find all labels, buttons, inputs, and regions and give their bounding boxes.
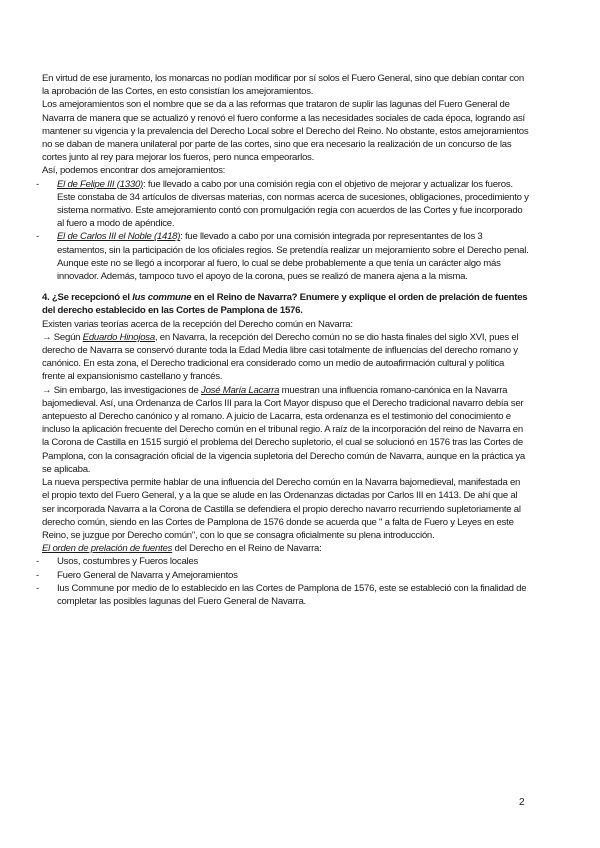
- hinojosa-prefix: → Según: [42, 331, 83, 343]
- orden-list: [36, 555, 529, 608]
- lacarra-prefix: → Sin embargo, las investigaciones de: [42, 384, 202, 396]
- hinojosa-text: , en Navarra, la recepción del Derecho común no se dio hasta finales del siglo XVI, pues el derecho de Navarra se conservó durante toda la Edad Media libre casi totalmente de influencias del derecho romano y canónico. En esta zona, el Derecho tradicional era considerado como un medio de autoafirmación cultural y política frente al expansionismo castellano y francés.: [42, 331, 519, 383]
- question-part1: 4. ¿Se recepcionó el: [42, 292, 133, 304]
- orden-intro: [42, 542, 529, 555]
- list-dash: -: [36, 231, 39, 243]
- lacarra-paragraph: [42, 384, 529, 476]
- carlos-text: : fue llevado a cabo por una comisión integrada por representantes de los 3 estamentos, sin la participación de los oficiales regios. Se pretendía realizar un mejoramiento sobre el Derecho penal. Aunque este no se llegó a incorporar al fuero, lo cual se debe probablemente a que tenía un carácter algo más innovador. Además, tampoco tuvo el apoyo de la corona, pues se realizó de manera ajena a la misma.: [57, 231, 529, 283]
- list-dash: -: [36, 556, 39, 568]
- felipe-text: : fue llevado a cabo por una comisión regia con el objetivo de mejorar y actualizar los fueros. Este constaba de 34 artículos de diversas materias, con normas acerca de sucesiones, obligaciones, procedimiento y sistema normativo. Este amejoramiento contó con promulgación regia con acuerdos de las Cortes y fue incorporado al fuero a modo de apéndice.: [57, 178, 529, 230]
- orden-item-text: Fuero General de Navarra y Amejoramientos: [57, 569, 238, 581]
- list-item: [36, 569, 529, 582]
- perspective-paragraph: La nueva perspectiva permite hablar de una influencia del Derecho común en la Navarra bajomedieval, manifestada en el propio texto del Fuero General, y a la que se alude en las Ordenanzas dictadas por Carlos III en 1413. De ahí que al ser incorporada Navarra a la Corona de Castilla se defendiera el propio derecho navarro recurriendo supletoriamente al derecho común, siendo en las Cortes de Pamplona de 1576 donde se acuerda que " a falta de Fuero y Leyes en este Reino, se juzgue por Derecho común", con lo que se consagra oficialmente su plena introducción.: [42, 477, 521, 541]
- felipe-link[interactable]: El de Felipe III (1330): [57, 178, 143, 190]
- document-body: [36, 72, 529, 608]
- list-dash: -: [36, 582, 39, 594]
- question-part2: en el Reino de Navarra? Enumere y explique el orden de prelación de fuentes del derecho establecido en las Cortes de Pamplona de 1576.: [42, 292, 528, 317]
- question-italic: Ius commune: [132, 292, 192, 304]
- orden-item-text: Ius Commune por medio de lo establecido en las Cortes de Pamplona de 1576, este se estableció con la finalidad de completar las posibles lagunas del Fuero General de Navarra.: [57, 582, 527, 607]
- list-item: [36, 555, 529, 568]
- list-item-felipe: [36, 178, 529, 231]
- hinojosa-link[interactable]: Eduardo Hinojosa: [82, 331, 155, 343]
- intro-paragraph: En virtud de ese juramento, los monarcas no podían modificar por sí solos el Fuero General, sino que debían contar con la aprobación de las Cortes, en esto consistían los amejoramientos.: [42, 73, 524, 98]
- amejoramientos-intro: Así, podemos encontrar dos amejoramientos:: [42, 165, 226, 177]
- orden-text: del Derecho en el Reino de Navarra:: [172, 543, 322, 555]
- orden-link[interactable]: El orden de prelación de fuentes: [42, 543, 173, 555]
- list-item-carlos: [36, 230, 529, 283]
- list-dash: -: [36, 569, 39, 581]
- hinojosa-paragraph: [42, 331, 529, 384]
- list-item: [36, 582, 529, 608]
- amejoramientos-list: [36, 178, 529, 284]
- lacarra-text: muestran una influencia romano-canónica en la Navarra bajomedieval. Así, una Ordenanza de Carlos III para la Cort Mayor dispuso que el Derecho tradicional navarro debía ser antepuesto al Derecho canónico y al romano. A juicio de Lacarra, esta ordenanza es el testimonio del conocimiento e incluso la aplicación frecuente del Derecho común en el tribunal regio. A raíz de la incorporación del reino de Navarra en la Corona de Castilla en 1515 surgió el problema del Derecho supletorio, el cual se solucionó en 1576 tras las Cortes de Pamplona, con la consagración oficial de la vigencia supletoria del Derecho común de Navarra, aunque en la práctica ya se aplicaba.: [42, 384, 526, 475]
- lacarra-link[interactable]: José María Lacarra: [201, 384, 280, 396]
- amejoramientos-paragraph: Los amejoramientos son el nombre que se da a las reformas que trataron de suplir las lagunas del Fuero General de Navarra de manera que se actualizó y renovó el fuero conforme a las necesidades sociales de cada época, logrando así mantener su vigencia y la prevalencia del Derecho Local sobre el Derecho del Reino. No obstante, estos amejoramientos no se daban de manera unilateral por parte de las cortes, sino que era necesario la realización de un concurso de las cortes junto al rey para mejorar los fueros, pero nunca empeorarlos.: [42, 99, 529, 164]
- orden-item-text: Usos, costumbres y Fueros locales: [57, 556, 199, 568]
- carlos-link[interactable]: El de Carlos III el Noble (1418): [57, 231, 181, 243]
- question-heading: [42, 291, 529, 317]
- page-number: 2: [519, 797, 525, 808]
- list-dash: -: [36, 178, 39, 190]
- theories-intro: Existen varias teorías acerca de la recepción del Derecho común en Navarra:: [42, 318, 353, 330]
